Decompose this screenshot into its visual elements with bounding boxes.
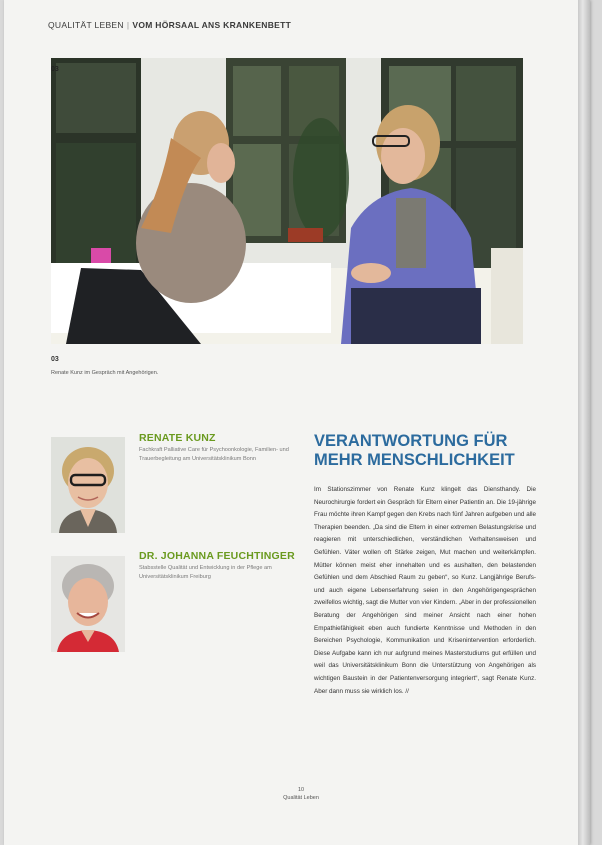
header-separator: | bbox=[126, 20, 130, 30]
photo-caption: Renate Kunz im Gespräch mit Angehörigen. bbox=[51, 370, 159, 376]
page-footer bbox=[0, 786, 602, 802]
person-role: Stabsstelle Qualität und Entwicklung in der Pflege am Universitätsklinikum Freiburg bbox=[139, 565, 272, 580]
footer-label: Qualität Leben bbox=[283, 795, 319, 801]
section-label: QUALITÄT LEBEN bbox=[48, 20, 124, 30]
section-title: VOM HÖRSAAL ANS KRANKENBETT bbox=[132, 20, 292, 30]
portrait-renate-kunz bbox=[51, 437, 125, 533]
bio-johanna-feuchtinger bbox=[139, 551, 299, 582]
page-header bbox=[48, 20, 291, 30]
bio-renate-kunz bbox=[139, 433, 299, 464]
article-body: Im Stationszimmer von Renate Kunz klingelt das Diensthandy. Die Neurochirurgie fordert ein Gespräch für Eltern einer Patientin an. Die 19-jährige Frau möchte ihren Kampf gegen den Krebs nach fünf Jahren aufgeben und alle Therapien beenden. „Da sind die Eltern in einer extremen Belastungskrise und reagieren mit unterschiedlichen, verständlichen Verhaltensweisen und Gefühlen. Väter wollen oft Stärke zeigen, Mut machen und weiterkämpfen. Mütter können meist eher innehalten und es aushalten, den belastenden Gefühlen und dem Abschied Raum zu geben“, so Kunz. Langjährige Berufs- und auch eigene Lebenserfahrung seien in den Angehörigengesprächen zweifellos wichtig, sagt die Mutter von vier Kindern. „Aber in der professionellen Beratung der Angehörigen sind meiner Ansicht nach einer hohen Empathiefähigkeit eben auch fundierte Kenntnisse und Methoden in den Bereichen Psychologie, Kommunikation und Krisenintervention erforderlich. Diese Aufgabe kann ich nur aufgrund meines Masterstudiums gut erfüllen und weil das Universitätsklinikum Bonn die Unterstützung von Angehörigen als wichtigen Baustein in der Patientenversorgung integriert“, sagt Renate Kunz. Aber dann muss sie wirklich los. // bbox=[314, 486, 536, 695]
photo-number: 03 bbox=[51, 66, 59, 73]
page-number: 10 bbox=[297, 787, 305, 793]
person-role: Fachkraft Palliative Care für Psychoonkologie, Familien- und Trauerbegleitung am Universitätsklinikum Bonn bbox=[139, 447, 289, 462]
article-headline: VERANTWORTUNG FÜR MEHR MENSCHLICHKEIT bbox=[314, 432, 515, 469]
caption-number: 03 bbox=[51, 356, 59, 363]
person-name: DR. JOHANNA FEUCHTINGER bbox=[139, 550, 295, 562]
page-edge bbox=[578, 0, 590, 845]
person-name: RENATE KUNZ bbox=[139, 432, 216, 444]
portrait-johanna-feuchtinger bbox=[51, 556, 125, 652]
interview-photo bbox=[51, 58, 523, 344]
